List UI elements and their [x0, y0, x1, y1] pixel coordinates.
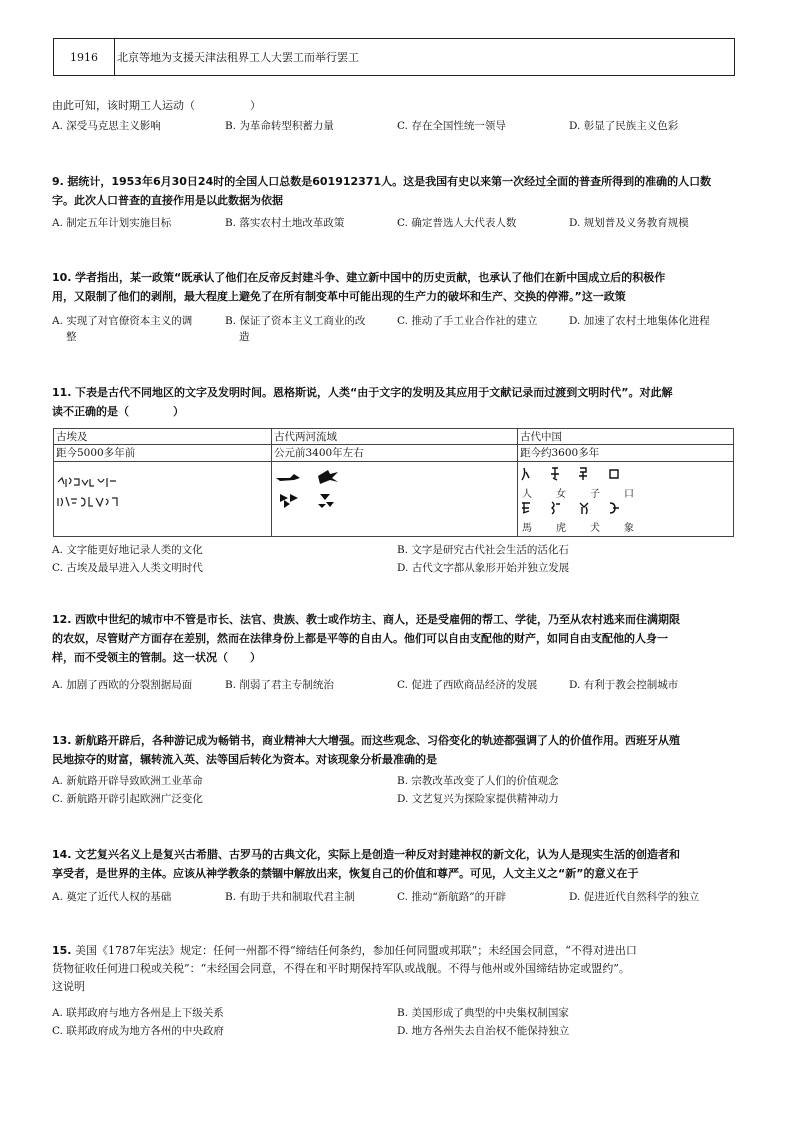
cuneiform-cell: [272, 462, 518, 537]
q15-option-c[interactable]: C. 联邦政府成为地方各州的中央政府: [52, 1025, 224, 1037]
oracle-bone-glyphs-top: [520, 466, 640, 482]
oracle-bone-glyphs-bottom: [520, 500, 640, 516]
q12-line1: 西欧中世纪的城市中不管是市长、法官、贵族、教士或作坊主、商人，还是受雇佣的帮工、学徒，乃至从农村逃来而住满期限: [75, 613, 680, 626]
q14-option-c[interactable]: C. 推动“新航路”的开辟: [397, 891, 507, 903]
q15-line2: 货物征收任何进口税或关税”：“未经国会同意，不得在和平时期保持军队或战舰。不得与他州或外国缔结协定或盟约”。: [52, 962, 630, 975]
q10-option-b-line1: B. 保证了资本主义工商业的改: [225, 315, 366, 327]
q9-option-a[interactable]: A. 制定五年计划实施目标: [52, 217, 172, 229]
q10-number: 10.: [52, 271, 72, 284]
q9-stem: [52, 172, 742, 210]
chinese-characters-cell: [518, 462, 734, 537]
q13-option-b[interactable]: B. 宗教改革改变了人们的价值观念: [397, 775, 559, 787]
q15-option-a[interactable]: A. 联邦政府与地方各州是上下级关系: [52, 1007, 224, 1019]
q14-option-b[interactable]: B. 有助于共和制取代君主制: [225, 891, 355, 903]
q13-option-c[interactable]: C. 新航路开辟引起欧洲广泛变化: [52, 793, 203, 805]
table-header-china: 古代中国: [518, 429, 734, 445]
q15-stem: [52, 942, 742, 996]
q15-number: 15.: [52, 944, 72, 957]
q8-option-d[interactable]: D. 彰显了民族主义色彩: [569, 120, 679, 132]
q10-option-b-line2: 造: [239, 331, 250, 343]
char-kou: 口: [624, 489, 634, 500]
table-header-egypt: 古埃及: [54, 429, 272, 445]
q9-option-d[interactable]: D. 规划普及义务教育规模: [569, 217, 689, 229]
top-event-table: [53, 38, 735, 76]
table-time-egypt: 距今5000多年前: [54, 445, 272, 462]
q9-option-c[interactable]: C. 确定普选人大代表人数: [397, 217, 517, 229]
q9-line2: 字。此次人口普查的直接作用是以此数据为依据: [52, 194, 283, 207]
q9-option-b[interactable]: B. 落实农村土地改革政策: [225, 217, 345, 229]
q11-option-c[interactable]: C. 古埃及最早进入人类文明时代: [52, 562, 203, 574]
event-description: 北京等地为支援天津法租界工人大罢工而举行罢工: [115, 39, 735, 76]
q12-option-c[interactable]: C. 促进了西欧商品经济的发展: [397, 679, 538, 691]
chinese-chars-row2: [520, 519, 634, 534]
char-ren: 人: [522, 489, 532, 500]
q14-option-d[interactable]: D. 促进近代自然科学的独立: [569, 891, 700, 903]
q12-option-b[interactable]: B. 削弱了君主专制统治: [225, 679, 334, 691]
q8-stem: 由此可知，该时期工人运动（ ）: [52, 99, 261, 112]
q8-option-b[interactable]: B. 为革命转型积蓄力量: [225, 120, 334, 132]
table-time-mesopotamia: 公元前3400年左右: [272, 445, 518, 462]
writing-table: [53, 428, 734, 537]
q11-stem: [52, 383, 742, 421]
q14-number: 14.: [52, 848, 72, 861]
q10-option-d[interactable]: [569, 313, 710, 329]
table-time-china: 距今约3600多年: [518, 445, 734, 462]
q13-option-d[interactable]: D. 文艺复兴为探险家提供精神动力: [397, 793, 559, 805]
char-nv: 女: [556, 489, 566, 500]
q15-option-d[interactable]: D. 地方各州失去自治权不能保持独立: [397, 1025, 570, 1037]
q13-line2: 民地掠夺的财富，辗转流入英、法等国后转化为资本。对该现象分析最准确的是: [52, 753, 437, 766]
q13-option-a[interactable]: A. 新航路开辟导致欧洲工业革命: [52, 775, 203, 787]
q14-line2: 享受者，是世界的主体。应该从神学教条的禁锢中解放出来，恢复自己的价值和尊严。可见，人文主义之“新”的意义在于: [52, 867, 639, 880]
egyptian-hieroglyphs-cell: [54, 462, 272, 537]
q8-option-a[interactable]: A. 深受马克思主义影响: [52, 120, 161, 132]
q10-option-a-line2: 整: [66, 331, 77, 343]
q11-number: 11.: [52, 386, 72, 399]
q11-line1: 下表是古代不同地区的文字及发明时间。恩格斯说，人类“由于文字的发明及其应用于文献记录而过渡到文明时代”。对此解: [75, 386, 673, 399]
char-ma: 馬: [522, 523, 532, 534]
cuneiform-image: [274, 468, 364, 518]
q12-number: 12.: [52, 613, 72, 626]
q10-option-d-line1: D. 加速了农村土地集体化进程: [569, 315, 710, 327]
q15-line3: 这说明: [52, 980, 85, 993]
q14-option-a[interactable]: A. 奠定了近代人权的基础: [52, 891, 172, 903]
char-hu: 虎: [556, 523, 566, 534]
hieroglyph-image: [56, 476, 126, 516]
char-xiang: 象: [624, 523, 634, 534]
q13-number: 13.: [52, 734, 72, 747]
q12-option-a[interactable]: A. 加剧了西欧的分裂割据局面: [52, 679, 193, 691]
q14-line1: 文艺复兴名义上是复兴古希腊、古罗马的古典文化，实际上是创造一种反对封建神权的新文化，认为人是现实生活的创造者和: [75, 848, 680, 861]
q12-line2: 的农奴，尽管财产方面存在差别，然而在法律身份上都是平等的自由人。他们可以自由支配他的财产，如同自由支配他的人身一: [52, 632, 668, 645]
q10-line2: 用，又限制了他们的剥削，最大程度上避免了在所有制变革中可能出现的生产力的破坏和生产、交换的停滞。”这一政策: [52, 290, 626, 303]
q15-line1: 美国《1787年宪法》规定：任何一州都不得“缔结任何条约，参加任何同盟或邦联”；未经国会同意，“不得对进出口: [75, 944, 637, 957]
table-header-mesopotamia: 古代两河流域: [272, 429, 518, 445]
q10-option-c[interactable]: [397, 313, 537, 329]
q14-stem: [52, 845, 742, 883]
q13-stem: [52, 731, 742, 769]
q10-option-a[interactable]: [52, 313, 192, 345]
chinese-chars-row1: [520, 485, 634, 500]
char-quan: 犬: [590, 523, 600, 534]
q12-stem: [52, 610, 742, 667]
q11-option-b[interactable]: B. 文字是研究古代社会生活的活化石: [397, 544, 569, 556]
oracle-glyphs-row1: [520, 466, 731, 485]
q11-line2: 读不正确的是（ ）: [52, 405, 184, 418]
q13-line1: 新航路开辟后，各种游记成为畅销书，商业精神大大增强。而这些观念、习俗变化的轨迹都强调了人的价值作用。西班牙从殖: [75, 734, 680, 747]
q10-option-c-line1: C. 推动了手工业合作社的建立: [397, 315, 538, 327]
q9-line1: 据统计，1953年6月30日24时的全国人口总数是601912371人。这是我国有史以来第一次经过全面的普查所得到的准确的人口数: [67, 175, 712, 188]
q9-number: 9.: [52, 175, 64, 188]
q11-option-d[interactable]: D. 古代文字都从象形开始并独立发展: [397, 562, 570, 574]
q8-option-c[interactable]: C. 存在全国性统一领导: [397, 120, 506, 132]
q10-option-a-line1: A. 实现了对官僚资本主义的调: [52, 315, 193, 327]
event-year: 1916: [54, 39, 115, 76]
q10-stem: [52, 268, 742, 306]
char-zi: 子: [590, 489, 600, 500]
q11-option-a[interactable]: A. 文字能更好地记录人类的文化: [52, 544, 203, 556]
q12-option-d[interactable]: D. 有利于教会控制城市: [569, 679, 679, 691]
q10-line1: 学者指出，某一政策“既承认了他们在反帝反封建斗争、建立新中国中的历史贡献，也承认了他们在新中国成立后的积极作: [75, 271, 666, 284]
q10-option-b[interactable]: [225, 313, 365, 345]
q12-line3: 样，而不受领主的管制。这一状况（ ）: [52, 651, 261, 664]
q15-option-b[interactable]: B. 美国形成了典型的中央集权制国家: [397, 1007, 569, 1019]
